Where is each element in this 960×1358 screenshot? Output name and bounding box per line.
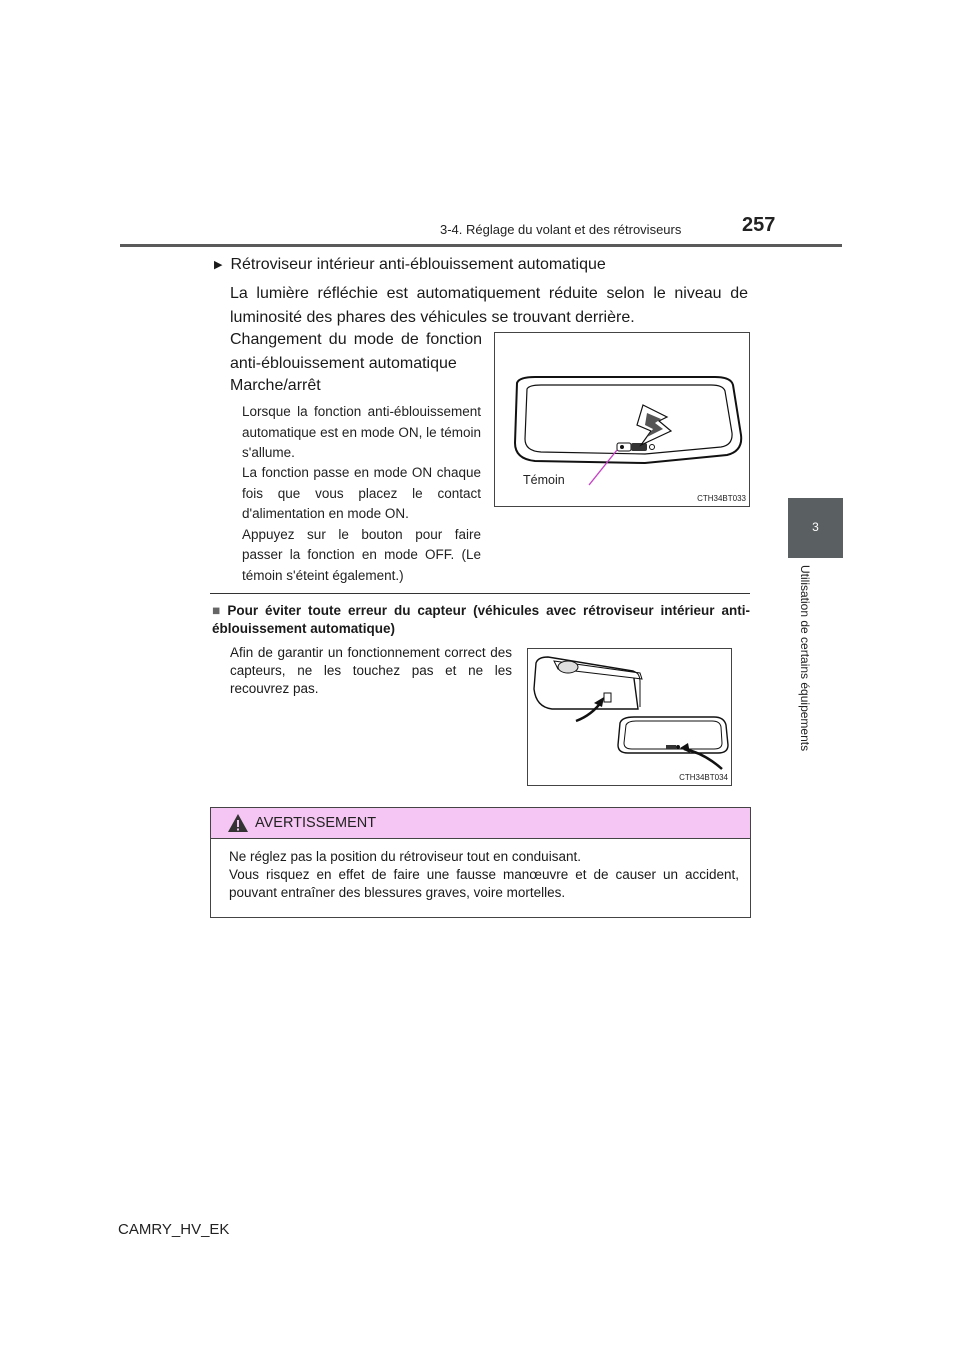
footer-model-code: CAMRY_HV_EK [118, 1221, 230, 1238]
warning-title: AVERTISSEMENT [255, 815, 377, 831]
subheading [214, 256, 606, 274]
square-bullet-icon: ■ [212, 603, 224, 618]
section-heading [212, 602, 750, 638]
section-heading-text: Pour éviter toute erreur du capteur (véhicules avec rétroviseur intérieur anti-éblouissement automatique) [212, 603, 750, 636]
warning-triangle-icon [227, 813, 249, 833]
sensor-illustration [528, 649, 731, 785]
sensor-paragraph: Afin de garantir un fonctionnement correct des capteurs, ne les touchez pas et ne les recouvrez pas. [230, 645, 512, 696]
figure-sensor-locations [527, 648, 732, 786]
figure-code: CTH34BT033 [697, 494, 746, 503]
figure-mirror-indicator [494, 332, 750, 507]
chapter-tab: 3 [788, 498, 843, 558]
callout-label: Témoin [523, 473, 565, 487]
note-indicator: Lorsque la fonction anti-éblouissement automatique est en mode ON, le témoin s'allume. [242, 404, 481, 460]
note-mode-line: Appuyez sur le bouton pour faire passer la fonction en mode OFF. (Le témoin s'éteint également.) [242, 526, 481, 583]
intro-paragraph: La lumière réfléchie est automatiquement réduite selon le niveau de luminosité des phares des véhicules se trouvant derrière. [230, 285, 748, 326]
note-mode [242, 463, 481, 586]
subheading-text: Rétroviseur intérieur anti-éblouissement automatique [230, 256, 606, 273]
warning-line: Ne réglez pas la position du rétroviseur tout en conduisant. [229, 849, 581, 864]
warning-header [211, 808, 750, 839]
triangle-bullet-icon: ▶ [214, 259, 223, 271]
warning-body [229, 848, 739, 902]
change-mode-text: Changement du mode de fonction anti-éblouissement automatique [230, 331, 482, 372]
page-number: 257 [742, 214, 776, 236]
warning-line: Vous risquez en effet de faire une fausse manœuvre et de causer un accident, pouvant entraîner des blessures graves, voire mortelles. [229, 867, 739, 900]
on-off-text: Marche/arrêt [230, 377, 321, 394]
warning-box [210, 807, 751, 918]
header-rule [120, 244, 842, 247]
note-mode-line: La fonction passe en mode ON chaque fois que vous placez le contact d'alimentation en mode ON. [242, 465, 481, 521]
chapter-tab-label: Utilisation de certains équipements [798, 565, 812, 752]
running-header: 3-4. Réglage du volant et des rétroviseurs [440, 222, 682, 237]
section-divider [210, 593, 750, 594]
figure-code: CTH34BT034 [679, 773, 728, 782]
